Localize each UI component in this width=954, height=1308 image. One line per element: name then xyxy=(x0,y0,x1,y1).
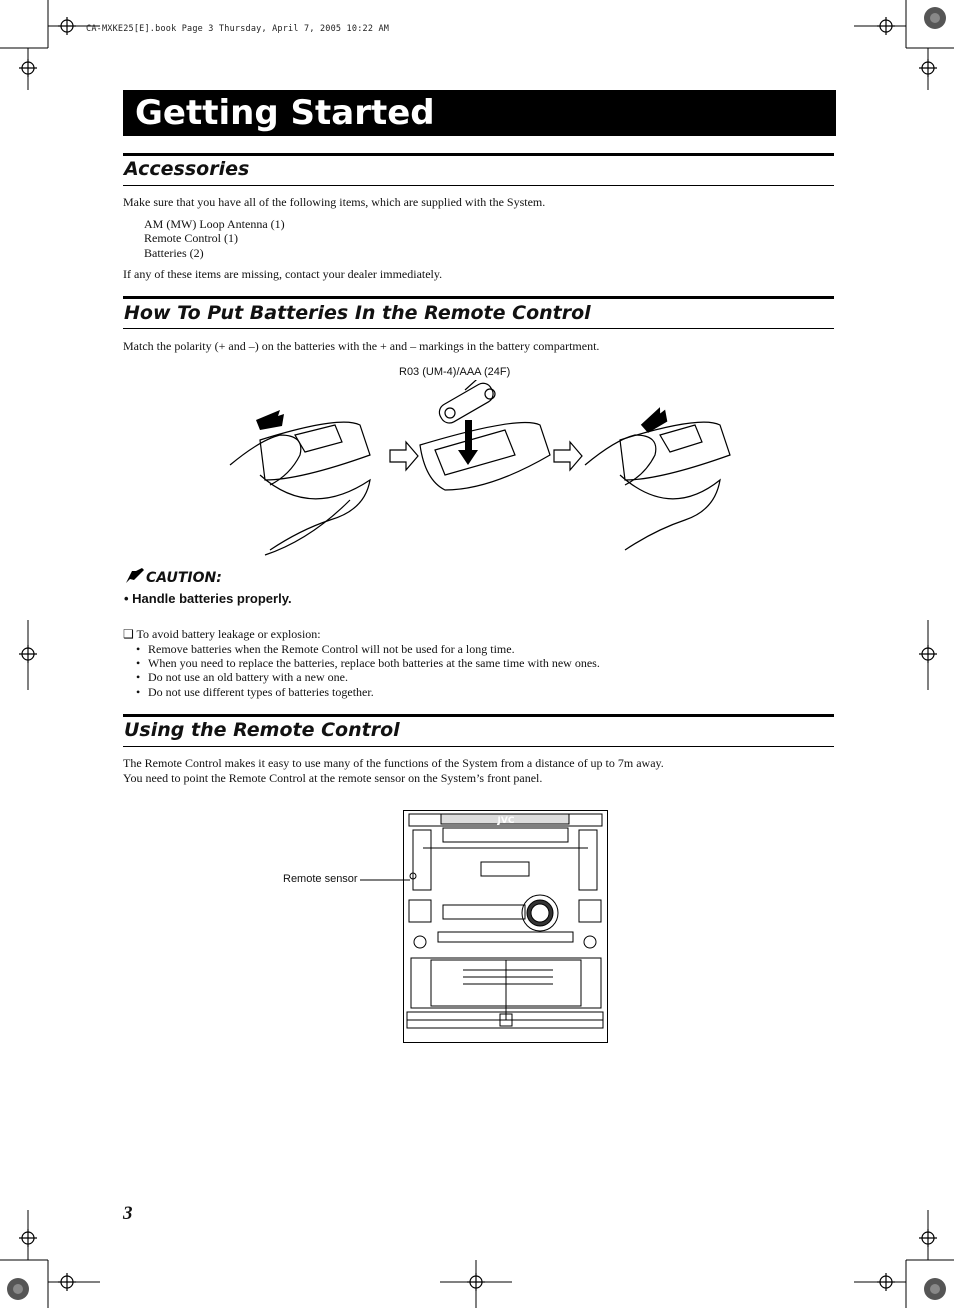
section-rule xyxy=(123,328,834,329)
section-heading-batteries: How To Put Batteries In the Remote Control xyxy=(124,302,591,324)
accessory-item: Remote Control (1) xyxy=(144,231,238,245)
battery-insertion-illustration xyxy=(220,380,740,560)
batteries-intro: Match the polarity (+ and –) on the batteries with the + and – markings in the battery compartment. xyxy=(123,339,600,353)
caution-item: • Handle batteries properly. xyxy=(124,591,292,606)
caution-bullet-marker: • xyxy=(136,670,141,684)
page-title-bar xyxy=(123,90,836,136)
page-number: 3 xyxy=(123,1203,133,1224)
battery-type-label: R03 (UM-4)/AAA (24F) xyxy=(399,366,511,378)
accessories-outro: If any of these items are missing, contact your dealer immediately. xyxy=(123,267,443,281)
section-heading-accessories: Accessories xyxy=(124,158,250,180)
caution-bullet: Remove batteries when the Remote Control will not be used for a long time. xyxy=(148,642,515,656)
print-header: CA-MXKE25[E].book Page 3 Thursday, April 7, 2005 10:22 AM xyxy=(86,24,390,34)
caution-bullet: When you need to replace the batteries, replace both batteries at the same time with new ones. xyxy=(148,656,600,670)
jvc-logo: JVC xyxy=(497,816,515,826)
accessory-item: AM (MW) Loop Antenna (1) xyxy=(144,217,285,231)
section-rule xyxy=(123,296,834,299)
remote-intro-line1: The Remote Control makes it easy to use many of the functions of the System from a distance of up to 7m away. xyxy=(123,756,664,770)
section-rule xyxy=(123,746,834,747)
remote-sensor-label: Remote sensor xyxy=(283,873,358,885)
caution-bullet-marker: • xyxy=(136,642,141,656)
section-rule xyxy=(123,714,834,717)
page-title: Getting Started xyxy=(135,93,435,133)
caution-pencil-icon xyxy=(124,567,146,585)
caution-title: CAUTION: xyxy=(146,570,222,586)
section-heading-remote: Using the Remote Control xyxy=(124,719,400,741)
remote-intro-line2: You need to point the Remote Control at the remote sensor on the System’s front panel. xyxy=(123,771,543,785)
caution-bullet: Do not use an old battery with a new one. xyxy=(148,670,348,684)
caution-bullet-marker: • xyxy=(136,656,141,670)
caution-bullet: Do not use different types of batteries together. xyxy=(148,685,374,699)
stereo-system-illustration xyxy=(403,810,608,1045)
section-rule xyxy=(123,185,834,186)
caution-lead: ❑ To avoid battery leakage or explosion: xyxy=(123,627,321,641)
section-rule xyxy=(123,153,834,156)
accessory-item: Batteries (2) xyxy=(144,246,204,260)
caution-bullet-marker: • xyxy=(136,685,141,699)
accessories-intro: Make sure that you have all of the following items, which are supplied with the System. xyxy=(123,195,546,209)
